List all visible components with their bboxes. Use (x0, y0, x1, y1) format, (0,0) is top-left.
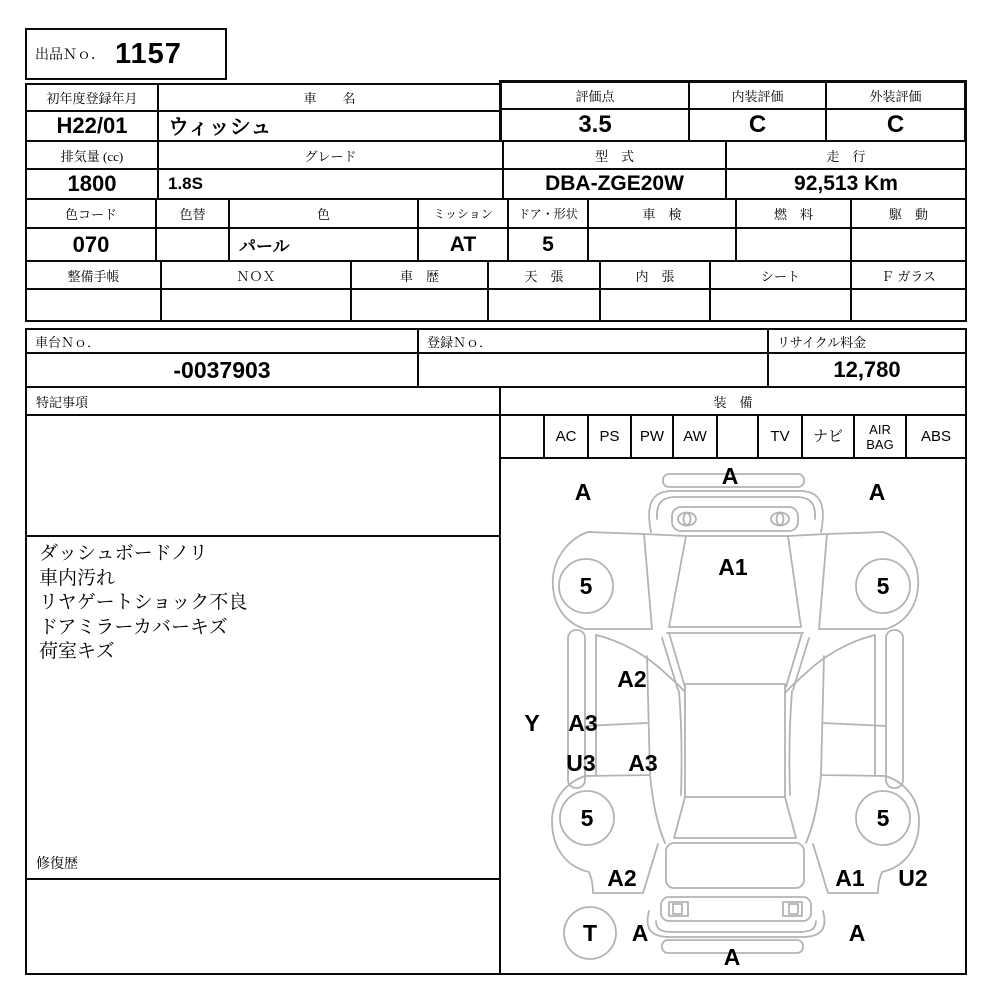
lot-number-value: 1157 (115, 37, 182, 70)
note-line: 車内汚れ (39, 567, 116, 589)
field-first-registration (27, 85, 157, 140)
special-notes-label: 特記事項 (27, 388, 499, 416)
inspection-value (589, 229, 735, 260)
front-glass-label: Ｆ ガラス (852, 262, 965, 290)
windshield (669, 536, 801, 627)
equipment-item-ac: AC (543, 416, 587, 457)
headliner-label: 天 張 (489, 262, 599, 290)
grade-value: 1.8S (168, 174, 203, 193)
rear-window (674, 797, 796, 838)
inspection-label: 車 検 (589, 200, 735, 229)
headlight-left-lens (684, 513, 691, 525)
damage-mark-a1: A1 (835, 865, 865, 891)
transmission-label: ミッション (419, 200, 507, 229)
displacement-value: 1800 (67, 171, 117, 196)
doors-label: ドア・形状 (509, 200, 587, 229)
special-notes-body (27, 537, 499, 848)
field-door-trim (599, 262, 709, 320)
damage-mark-5: 5 (579, 573, 593, 599)
damage-mark-u3: U3 (566, 750, 596, 776)
registration-number-value (419, 354, 767, 386)
field-color-change (155, 200, 228, 260)
color-code-value: 070 (72, 231, 110, 257)
first-registration-value: H22/01 (56, 113, 128, 138)
note-line: ドアミラーカバーキズ (39, 616, 228, 638)
field-transmission (417, 200, 507, 260)
damage-mark-t: T (582, 920, 598, 946)
field-color (228, 200, 417, 260)
equipment-item-pw: PW (630, 416, 672, 457)
color-change-label: 色替 (157, 200, 228, 229)
equipment-item-airbag: AIR BAG (853, 416, 905, 457)
damage-mark-a: A (868, 479, 886, 505)
damage-mark-a3: A3 (628, 750, 658, 776)
displacement-label: 排気量 (cc) (27, 142, 157, 170)
row-chassis-recycle (25, 328, 967, 388)
score-value: 3.5 (578, 111, 612, 138)
drivetrain-value (852, 229, 965, 260)
nox-value (162, 290, 350, 320)
car-history-label: 車 歴 (352, 262, 487, 290)
nox-label: ＮＯＸ (162, 262, 350, 290)
service-book-label: 整備手帳 (27, 262, 160, 290)
field-doors (507, 200, 587, 260)
registration-number-label: 登録Ｎｏ． (419, 330, 767, 354)
rear-gate (666, 843, 804, 888)
field-interior-grade (688, 83, 825, 140)
front-right-fender (819, 532, 918, 629)
interior-grade-value: C (748, 111, 767, 138)
damage-mark-a: A (723, 944, 741, 970)
door-trim-value (601, 290, 709, 320)
doors-value: 5 (542, 232, 554, 256)
grade-label: グレード (159, 142, 502, 170)
interior-grade-label: 内装評価 (690, 83, 825, 110)
field-grade (157, 142, 502, 198)
equipment-label: 装 備 (501, 388, 965, 416)
field-displacement (27, 142, 157, 198)
lot-number-box (25, 28, 227, 80)
field-score (502, 83, 688, 140)
field-car-history (350, 262, 487, 320)
rear-right-quarter-top (806, 775, 886, 843)
headlight-right-lens (777, 513, 784, 525)
row-engine-model (25, 140, 967, 200)
field-inspection (587, 200, 735, 260)
damage-mark-a: A (574, 479, 592, 505)
repair-history-label: 修復歴 (27, 848, 499, 880)
headlight-right (771, 513, 789, 526)
field-car-name (157, 85, 500, 140)
field-exterior-grade (825, 83, 964, 140)
license-bracket-left-inner (673, 904, 682, 914)
damage-mark-a1: A1 (718, 554, 748, 580)
field-headliner (487, 262, 599, 320)
field-chassis-number (27, 330, 417, 386)
a-pillars (662, 633, 809, 690)
color-change-value (157, 229, 228, 260)
equipment-item-blank2 (716, 416, 757, 457)
recycle-fee-value: 12,780 (833, 357, 901, 382)
model-code-label: 型 式 (504, 142, 725, 170)
side-window-lines (679, 691, 792, 795)
equipment-item-aw: AW (672, 416, 716, 457)
repair-history-empty-area (27, 880, 499, 973)
field-registration-number (417, 330, 767, 386)
roof (685, 684, 785, 797)
field-mileage (725, 142, 965, 198)
mileage-value: 92,513 Km (794, 172, 898, 195)
exterior-grade-value: C (886, 111, 905, 138)
note-line: リヤゲートショック不良 (39, 592, 248, 613)
seat-label: シート (711, 262, 850, 290)
fuel-label: 燃 料 (737, 200, 850, 229)
color-label: 色 (230, 200, 417, 229)
front-left-fender (553, 532, 652, 629)
headliner-value (489, 290, 599, 320)
equipment-diagram-column (499, 386, 967, 975)
rear-lower-bumper-outer (648, 911, 825, 937)
equipment-row (501, 416, 965, 459)
equipment-item-tv: TV (757, 416, 801, 457)
right-side-strip (886, 630, 903, 788)
chassis-number-label: 車台Ｎｏ． (27, 330, 417, 354)
score-label: 評価点 (502, 83, 688, 110)
damage-mark-a2: A2 (617, 666, 647, 692)
row-color-mission (25, 198, 967, 262)
rear-left-quarter-top (585, 775, 665, 843)
damage-mark-a3: A3 (568, 710, 598, 736)
damage-mark-a: A (721, 463, 739, 489)
car-name-label: 車 名 (159, 85, 500, 112)
exterior-grade-label: 外装評価 (827, 83, 964, 110)
front-glass-value (852, 290, 965, 320)
field-recycle-fee (767, 330, 965, 386)
note-line: ダッシュボードノリ (39, 543, 208, 564)
equipment-item-navi: ナビ (801, 416, 853, 457)
seat-value (711, 290, 850, 320)
lot-number-label: 出品Ｎｏ． (35, 48, 105, 63)
recycle-fee-label: リサイクル料金 (769, 330, 965, 354)
headlight-left (678, 513, 696, 526)
damage-mark-y: Y (524, 710, 540, 736)
mileage-label: 走 行 (727, 142, 965, 170)
field-model-code (502, 142, 725, 198)
car-diagram-svg (501, 459, 965, 973)
note-line: 荷室キズ (39, 641, 115, 662)
damage-mark-a2: A2 (607, 865, 637, 891)
license-bracket-right-inner (789, 904, 798, 914)
field-service-book (27, 262, 160, 320)
damage-mark-5: 5 (876, 573, 890, 599)
drivetrain-label: 駆 動 (852, 200, 965, 229)
evaluation-box (499, 80, 967, 143)
color-value: パール (239, 237, 290, 256)
damage-mark-5: 5 (876, 805, 890, 831)
transmission-value: AT (449, 232, 477, 256)
damage-mark-a: A (631, 920, 649, 946)
field-drivetrain (850, 200, 965, 260)
row-condition-flags (25, 260, 967, 322)
row-registration-name (25, 83, 502, 142)
color-code-label: 色コード (27, 200, 155, 229)
field-seat (709, 262, 850, 320)
door-trim-label: 内 張 (601, 262, 709, 290)
damage-mark-a: A (848, 920, 866, 946)
door-divides (585, 723, 886, 726)
field-front-glass (850, 262, 965, 320)
rear-left-quarter (552, 776, 658, 893)
car-name-value: ウィッシュ (168, 116, 272, 139)
damage-mark-5: 5 (580, 805, 594, 831)
damage-diagram (501, 459, 965, 978)
field-color-code (27, 200, 155, 260)
chassis-number-value: -0037903 (173, 356, 271, 383)
notes-column (25, 386, 501, 975)
equipment-item-abs: ABS (905, 416, 965, 457)
damage-mark-u2: U2 (898, 865, 928, 891)
service-book-value (27, 290, 160, 320)
field-nox (160, 262, 350, 320)
equipment-item-blank (501, 416, 543, 457)
model-code-value: DBA-ZGE20W (545, 172, 684, 195)
rear-lower-bumper-inner (656, 921, 816, 932)
fuel-value (737, 229, 850, 260)
car-history-value (352, 290, 487, 320)
equipment-item-ps: PS (587, 416, 630, 457)
field-fuel (735, 200, 850, 260)
special-notes-empty-area (27, 416, 499, 537)
first-registration-label: 初年度登録年月 (27, 85, 157, 112)
